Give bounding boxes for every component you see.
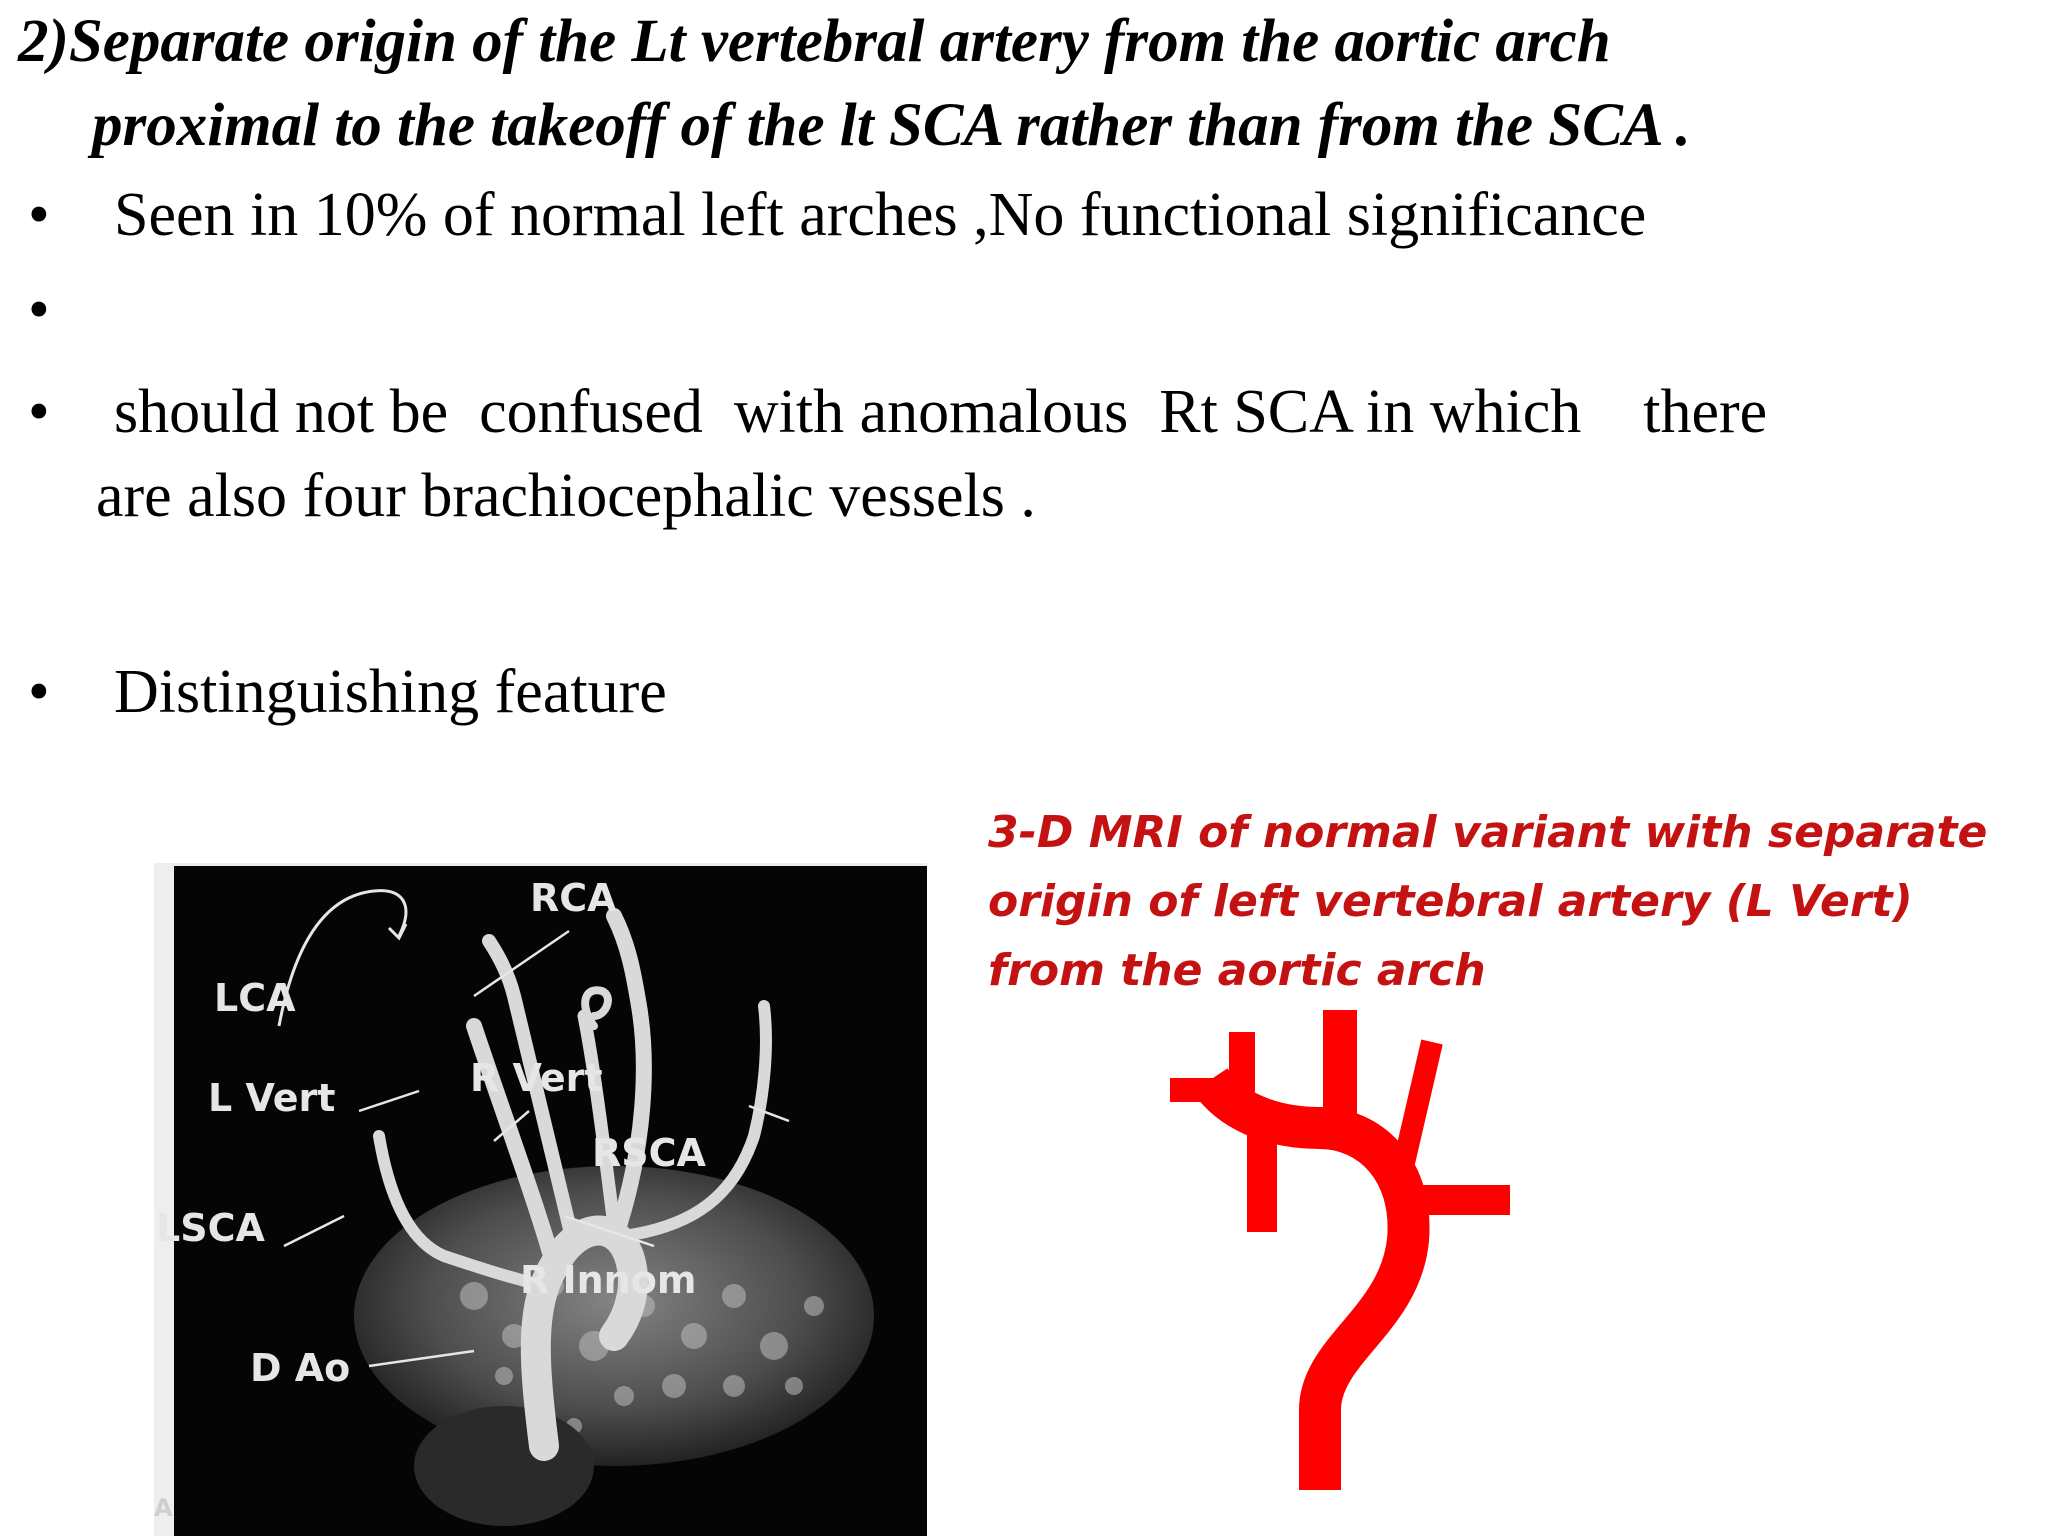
bullet-marker: •: [28, 181, 50, 249]
label-rsca: RSCA: [592, 1131, 706, 1175]
label-lsca: LSCA: [156, 1206, 265, 1250]
bullet-text: should not be confused with anomalous Rt SCA in which there: [114, 378, 1768, 446]
image-caption: 3-D MRI of normal variant with separate origin of left vertebral artery (L Vert) from the aortic arch: [988, 807, 1988, 996]
aortic-arch-diagram: [1170, 1010, 1510, 1510]
label-r-innom: R Innom: [520, 1258, 697, 1302]
label-d-ao: D Ao: [250, 1346, 351, 1390]
label-lca: LCA: [214, 976, 296, 1020]
bullet-marker: •: [28, 658, 50, 726]
slide-title-line-1: 2)Separate origin of the Lt vertebral artery from the aortic arch: [18, 8, 1611, 75]
mri-image: [154, 866, 927, 1536]
label-r-vert: R Vert: [470, 1056, 603, 1100]
bullet-text: Distinguishing feature: [114, 658, 667, 726]
bullet-text: Seen in 10% of normal left arches ,No functional significance: [114, 181, 1647, 249]
bullet-marker: •: [28, 378, 50, 446]
label-l-vert: L Vert: [208, 1076, 336, 1120]
label-rca: RCA: [530, 876, 617, 920]
label-panel-a: A: [154, 1494, 173, 1522]
slide-title: [18, 0, 2028, 168]
slide-title-line-2: proximal to the takeoff of the lt SCA rather than from the SCA .: [92, 92, 1691, 159]
bullet-marker: •: [28, 276, 50, 344]
bullet-continuation: are also four brachiocephalic vessels .: [96, 462, 1036, 530]
mri-vessel-rendering: [174, 866, 927, 1536]
